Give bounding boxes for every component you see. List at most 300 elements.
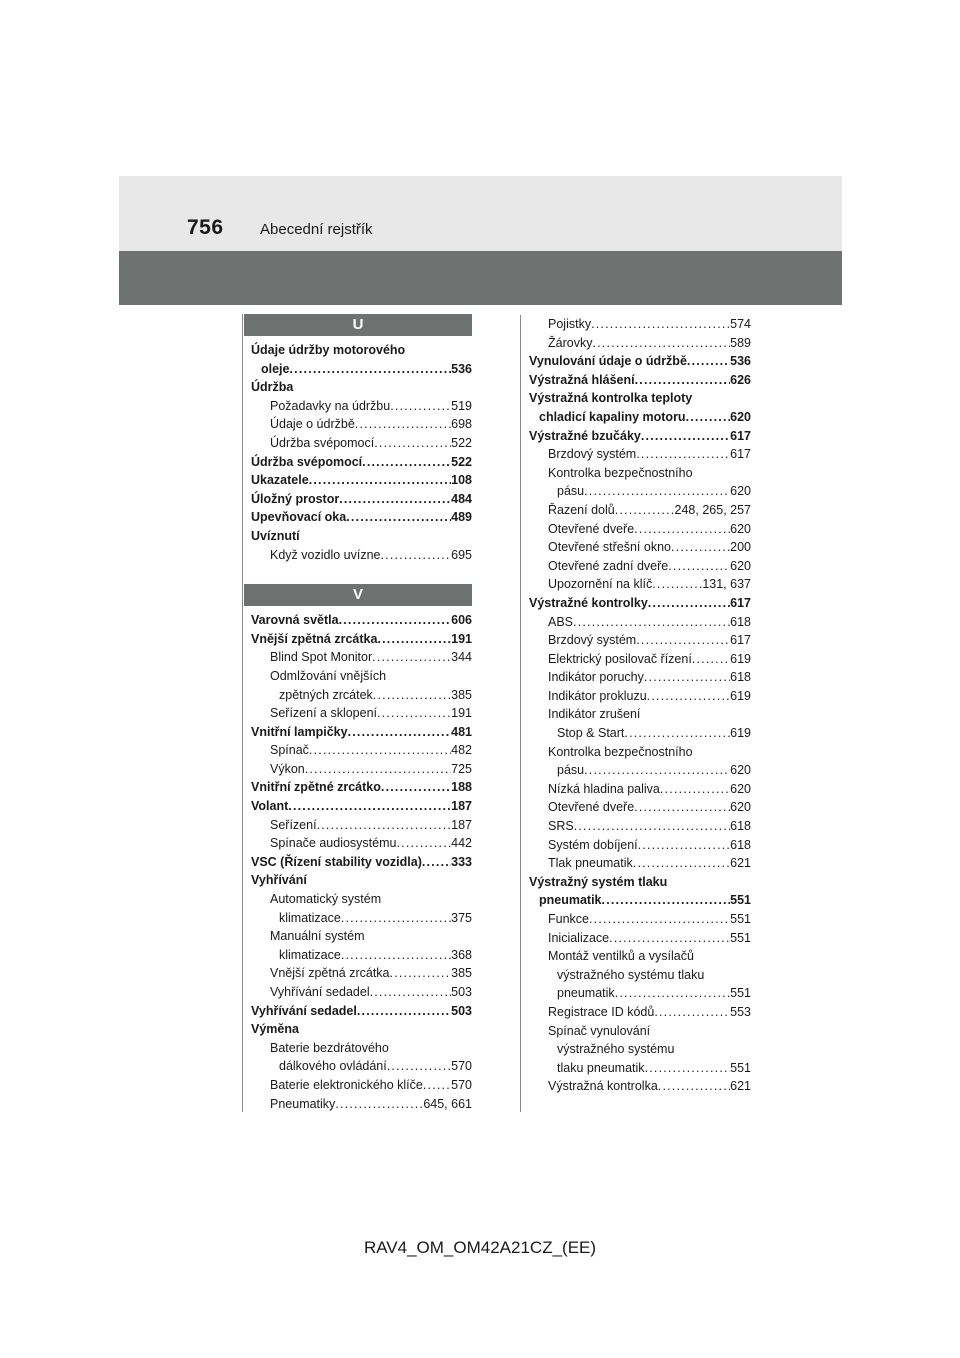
page-number: 756 bbox=[187, 216, 224, 239]
index-column-left bbox=[242, 314, 472, 1112]
index-term: Varovná světla bbox=[251, 613, 339, 628]
index-entry bbox=[529, 501, 751, 520]
index-term: SRS bbox=[548, 819, 574, 834]
index-term: Výkon bbox=[270, 761, 305, 776]
index-entry bbox=[529, 631, 751, 650]
index-entry bbox=[251, 1039, 472, 1058]
index-term: Indikátor poruchy bbox=[548, 670, 644, 685]
index-entry bbox=[251, 415, 472, 434]
page-reference: 385 bbox=[451, 966, 472, 981]
index-term: Kontrolka bezpečnostního bbox=[548, 744, 693, 759]
index-entry bbox=[251, 890, 472, 909]
page-reference: 191 bbox=[451, 706, 472, 721]
leader-dots bbox=[652, 575, 702, 594]
section-header-u: U bbox=[244, 314, 472, 336]
index-term: zpětných zrcátek bbox=[279, 687, 373, 702]
index-entry bbox=[251, 490, 472, 509]
index-entry bbox=[251, 797, 472, 816]
index-entry bbox=[529, 334, 751, 353]
index-entry bbox=[251, 927, 472, 946]
index-entry bbox=[529, 613, 751, 632]
page-reference: 617 bbox=[730, 595, 751, 610]
index-column-right bbox=[520, 315, 751, 1112]
index-term: dálkového ovládání bbox=[279, 1059, 387, 1074]
index-term: Otevřené zadní dveře bbox=[548, 558, 669, 573]
leader-dots bbox=[615, 984, 730, 1003]
header-band bbox=[119, 176, 842, 251]
leader-dots bbox=[658, 1077, 730, 1096]
index-term: Registrace ID kódů bbox=[548, 1004, 655, 1019]
leader-dots bbox=[641, 427, 730, 446]
page-reference: 618 bbox=[730, 614, 751, 629]
page-reference: 617 bbox=[730, 428, 751, 443]
index-entry bbox=[251, 909, 472, 928]
index-term: Montáž ventilků a vysílačů bbox=[548, 949, 694, 964]
index-entry bbox=[529, 575, 751, 594]
page-reference: 606 bbox=[451, 613, 472, 628]
index-entry bbox=[529, 1059, 751, 1078]
index-entry bbox=[251, 648, 472, 667]
index-entry bbox=[529, 705, 751, 724]
index-term: Otevřené dveře bbox=[548, 800, 635, 815]
page-reference: 536 bbox=[730, 354, 751, 369]
page-reference: 442 bbox=[451, 836, 472, 851]
index-entry bbox=[529, 1003, 751, 1022]
index-entry bbox=[251, 1095, 472, 1114]
index-entry bbox=[529, 408, 751, 427]
leader-dots bbox=[633, 854, 730, 873]
leader-dots bbox=[660, 780, 730, 799]
index-term: Výstražná hlášení bbox=[529, 372, 635, 387]
index-entry bbox=[251, 853, 472, 872]
page-reference: 187 bbox=[451, 817, 472, 832]
index-entry bbox=[529, 445, 751, 464]
index-term: Kontrolka bezpečnostního bbox=[548, 465, 693, 480]
index-term: Volant bbox=[251, 799, 289, 814]
index-entry bbox=[529, 798, 751, 817]
index-term: Upevňovací oka bbox=[251, 510, 347, 525]
leader-dots bbox=[341, 946, 451, 965]
index-term: výstražného systému tlaku bbox=[557, 967, 705, 982]
leader-dots bbox=[634, 520, 730, 539]
leader-dots bbox=[380, 546, 451, 565]
page-reference: 589 bbox=[730, 335, 751, 350]
index-term: Blind Spot Monitor bbox=[270, 650, 373, 665]
index-term: ABS bbox=[548, 614, 574, 629]
leader-dots bbox=[305, 760, 451, 779]
index-term: Odmlžování vnějších bbox=[270, 668, 387, 683]
index-entry bbox=[251, 434, 472, 453]
index-entry bbox=[251, 760, 472, 779]
leader-dots bbox=[624, 724, 730, 743]
index-entry bbox=[529, 650, 751, 669]
index-entry bbox=[251, 360, 472, 379]
index-entry bbox=[251, 871, 472, 890]
document-code: RAV4_OM_OM42A21CZ_(EE) bbox=[363, 1238, 597, 1257]
index-term: Baterie bezdrátového bbox=[270, 1040, 389, 1055]
leader-dots bbox=[584, 761, 730, 780]
index-term: Tlak pneumatik bbox=[548, 856, 633, 871]
page-reference: 620 bbox=[730, 521, 751, 536]
index-term: Brzdový systém bbox=[548, 447, 637, 462]
chapter-title: Abecední rejstřík bbox=[260, 221, 373, 238]
index-term: chladicí kapaliny motoru bbox=[539, 409, 686, 424]
leader-dots bbox=[357, 1002, 451, 1021]
index-entry bbox=[529, 1077, 751, 1096]
page-reference: 617 bbox=[730, 447, 751, 462]
leader-dots bbox=[377, 704, 451, 723]
index-term: Spínače audiosystému bbox=[270, 836, 397, 851]
index-entry bbox=[251, 341, 472, 360]
page-reference: 619 bbox=[730, 726, 751, 741]
index-entry bbox=[251, 723, 472, 742]
leader-dots bbox=[648, 594, 730, 613]
index-term: Údržba svépomocí bbox=[251, 454, 363, 469]
leader-dots bbox=[589, 910, 730, 929]
leader-dots bbox=[390, 397, 451, 416]
leader-dots bbox=[692, 650, 730, 669]
index-entry bbox=[529, 854, 751, 873]
leader-dots bbox=[647, 687, 730, 706]
page-reference: 551 bbox=[730, 893, 751, 908]
index-term: Výstražné kontrolky bbox=[529, 595, 648, 610]
index-entry bbox=[529, 687, 751, 706]
index-term: Vyhřívání bbox=[251, 873, 307, 888]
index-term: Údržba svépomocí bbox=[270, 435, 375, 450]
index-term: Baterie elektronického klíče bbox=[270, 1077, 423, 1092]
index-entry bbox=[529, 891, 751, 910]
index-entry bbox=[251, 453, 472, 472]
index-entry bbox=[529, 594, 751, 613]
index-term: Elektrický posilovač řízení bbox=[548, 651, 692, 666]
page-reference: 695 bbox=[451, 547, 472, 562]
index-term: Ukazatele bbox=[251, 473, 309, 488]
index-term: Automatický systém bbox=[270, 892, 382, 907]
index-term: výstražného systému bbox=[557, 1042, 675, 1057]
index-entry bbox=[251, 816, 472, 835]
index-term: Indikátor zrušení bbox=[548, 707, 641, 722]
page-reference: 620 bbox=[730, 558, 751, 573]
index-term: Vnitřní lampičky bbox=[251, 724, 348, 739]
leader-dots bbox=[309, 741, 451, 760]
leader-dots bbox=[635, 371, 731, 390]
index-term: Výstražné bzučáky bbox=[529, 428, 641, 443]
page-reference: 618 bbox=[730, 819, 751, 834]
page-reference: 108 bbox=[451, 473, 472, 488]
page-reference: 553 bbox=[730, 1004, 751, 1019]
index-entry bbox=[251, 1076, 472, 1095]
leader-dots bbox=[686, 408, 731, 427]
index-term: pásu bbox=[557, 484, 585, 499]
leader-dots bbox=[671, 538, 730, 557]
section-header-v: V bbox=[244, 584, 472, 606]
leader-dots bbox=[377, 630, 451, 649]
page-reference: 385 bbox=[451, 687, 472, 702]
page-reference: 191 bbox=[451, 631, 472, 646]
index-entry bbox=[529, 315, 751, 334]
leader-dots bbox=[591, 315, 730, 334]
index-entry bbox=[529, 743, 751, 762]
index-entry bbox=[251, 630, 472, 649]
index-entry bbox=[529, 1040, 751, 1059]
page-reference: 619 bbox=[730, 651, 751, 666]
leader-dots bbox=[372, 648, 451, 667]
leader-dots bbox=[339, 490, 451, 509]
leader-dots bbox=[387, 1057, 451, 1076]
page-reference: 131, 637 bbox=[702, 577, 751, 592]
index-entry bbox=[529, 427, 751, 446]
page-reference: 503 bbox=[451, 985, 472, 999]
page-reference: 519 bbox=[451, 398, 472, 413]
index-entry bbox=[251, 1057, 472, 1076]
leader-dots bbox=[341, 909, 451, 928]
index-term: Systém dobíjení bbox=[548, 837, 638, 852]
index-entry bbox=[251, 704, 472, 723]
index-list-v-continued bbox=[521, 315, 751, 1096]
index-term: pásu bbox=[557, 763, 585, 778]
page-reference: 551 bbox=[730, 930, 751, 945]
page-reference: 375 bbox=[451, 910, 472, 925]
page-reference: 368 bbox=[451, 947, 472, 962]
page-reference: 619 bbox=[730, 688, 751, 703]
index-list-u bbox=[243, 336, 472, 564]
index-entry bbox=[251, 546, 472, 565]
page-reference: 626 bbox=[730, 372, 751, 387]
index-entry bbox=[251, 778, 472, 797]
leader-dots bbox=[317, 816, 452, 835]
index-term: Indikátor prokluzu bbox=[548, 688, 647, 703]
leader-dots bbox=[362, 453, 451, 472]
leader-dots bbox=[592, 334, 730, 353]
index-term: klimatizace bbox=[279, 910, 341, 925]
index-entry bbox=[251, 946, 472, 965]
leader-dots bbox=[422, 853, 451, 872]
index-term: Vyhřívání sedadel bbox=[270, 985, 370, 999]
page-reference: 725 bbox=[451, 761, 472, 776]
page-reference: 620 bbox=[730, 763, 751, 778]
page-reference: 481 bbox=[451, 724, 472, 739]
index-entry bbox=[251, 1002, 472, 1021]
index-term: Manuální systém bbox=[270, 929, 365, 944]
index-entry bbox=[529, 984, 751, 1003]
index-term: Stop & Start bbox=[557, 726, 625, 741]
leader-dots bbox=[687, 352, 730, 371]
index-term: Údržba bbox=[251, 380, 294, 395]
index-entry bbox=[529, 817, 751, 836]
index-term: Seřízení bbox=[270, 817, 317, 832]
leader-dots bbox=[339, 611, 452, 630]
page-reference: 618 bbox=[730, 837, 751, 852]
leader-dots bbox=[396, 834, 451, 853]
index-term: Požadavky na údržbu bbox=[270, 398, 391, 413]
page-reference: 536 bbox=[451, 361, 472, 376]
page-reference: 698 bbox=[451, 417, 472, 432]
index-term: Brzdový systém bbox=[548, 633, 637, 648]
index-term: Spínač vynulování bbox=[548, 1023, 651, 1038]
index-term: oleje bbox=[261, 361, 290, 376]
page-reference: 484 bbox=[451, 491, 472, 506]
index-term: Údaje údržby motorového bbox=[251, 343, 406, 357]
leader-dots bbox=[290, 360, 452, 379]
index-entry bbox=[251, 964, 472, 983]
index-term: Úložný prostor bbox=[251, 491, 340, 506]
index-entry bbox=[251, 1020, 472, 1039]
index-term: Uvíznutí bbox=[251, 528, 300, 543]
page-reference: 570 bbox=[451, 1059, 472, 1074]
index-entry bbox=[529, 761, 751, 780]
index-entry bbox=[251, 527, 472, 546]
page-reference: 620 bbox=[730, 484, 751, 499]
page-reference: 482 bbox=[451, 743, 472, 758]
page-reference: 620 bbox=[730, 800, 751, 815]
page-reference: 621 bbox=[730, 856, 751, 871]
page-reference: 188 bbox=[451, 780, 472, 795]
leader-dots bbox=[668, 557, 730, 576]
index-term: Vyhřívání sedadel bbox=[251, 1003, 357, 1018]
leader-dots bbox=[355, 415, 451, 434]
leader-dots bbox=[602, 891, 731, 910]
index-entry bbox=[529, 724, 751, 743]
index-term: Řazení dolů bbox=[548, 502, 615, 517]
page-reference: 503 bbox=[451, 1003, 472, 1018]
page-reference: 200 bbox=[730, 540, 751, 555]
index-entry bbox=[251, 378, 472, 397]
leader-dots bbox=[309, 471, 451, 490]
index-entry bbox=[529, 464, 751, 483]
index-term: pneumatik bbox=[557, 986, 615, 1001]
page-reference: 620 bbox=[730, 781, 751, 796]
index-term: pneumatik bbox=[539, 893, 602, 908]
index-term: Funkce bbox=[548, 912, 589, 926]
index-entry bbox=[251, 508, 472, 527]
index-entry bbox=[251, 983, 472, 1002]
leader-dots bbox=[654, 1003, 730, 1022]
leader-dots bbox=[636, 445, 730, 464]
leader-dots bbox=[423, 1076, 451, 1095]
index-term: Údaje o údržbě bbox=[270, 417, 355, 432]
page-reference: 574 bbox=[730, 317, 751, 331]
index-term: Otevřené střešní okno bbox=[548, 540, 671, 555]
index-term: Otevřené dveře bbox=[548, 521, 635, 536]
index-entry bbox=[251, 611, 472, 630]
page-reference: 620 bbox=[730, 409, 751, 424]
leader-dots bbox=[584, 482, 730, 501]
leader-dots bbox=[373, 686, 451, 705]
page-reference: 333 bbox=[451, 854, 472, 869]
index-entry bbox=[529, 929, 751, 948]
page-reference: 645, 661 bbox=[423, 1096, 472, 1111]
header-bar bbox=[119, 251, 842, 305]
index-term: Když vozidlo uvízne bbox=[270, 547, 381, 562]
page-reference: 187 bbox=[451, 799, 472, 814]
index-term: Seřízení a sklopení bbox=[270, 706, 378, 721]
index-entry bbox=[529, 520, 751, 539]
leader-dots bbox=[574, 817, 730, 836]
leader-dots bbox=[374, 434, 451, 453]
page-reference: 570 bbox=[451, 1077, 472, 1092]
leader-dots bbox=[346, 508, 451, 527]
index-entry bbox=[251, 686, 472, 705]
page-reference: 522 bbox=[451, 435, 472, 450]
index-entry bbox=[529, 910, 751, 929]
index-entry bbox=[251, 471, 472, 490]
leader-dots bbox=[634, 798, 730, 817]
index-term: Nízká hladina paliva bbox=[548, 781, 660, 796]
index-term: Vnější zpětná zrcátka bbox=[270, 966, 390, 981]
index-entry bbox=[529, 966, 751, 985]
page-reference: 248, 265, 257 bbox=[674, 502, 751, 517]
index-term: Inicializace bbox=[548, 930, 610, 945]
leader-dots bbox=[636, 631, 730, 650]
index-term: Spínač bbox=[270, 743, 309, 758]
index-term: klimatizace bbox=[279, 947, 341, 962]
page-reference: 617 bbox=[730, 633, 751, 648]
index-entry bbox=[529, 482, 751, 501]
index-term: Pneumatiky bbox=[270, 1096, 336, 1111]
leader-dots bbox=[390, 964, 452, 983]
leader-dots bbox=[615, 501, 675, 520]
index-entry bbox=[529, 668, 751, 687]
index-entry bbox=[251, 397, 472, 416]
index-entry bbox=[251, 834, 472, 853]
leader-dots bbox=[573, 613, 730, 632]
index-list-v bbox=[243, 606, 472, 1113]
index-entry bbox=[529, 352, 751, 371]
index-entry bbox=[529, 1022, 751, 1041]
index-entry bbox=[529, 780, 751, 799]
page-reference: 522 bbox=[451, 454, 472, 469]
index-term: Výstražný systém tlaku bbox=[529, 874, 668, 889]
page-reference: 551 bbox=[730, 912, 751, 926]
index-term: Vynulování údaje o údržbě bbox=[529, 354, 687, 369]
index-entry bbox=[251, 667, 472, 686]
leader-dots bbox=[645, 1059, 731, 1078]
index-entry bbox=[529, 947, 751, 966]
leader-dots bbox=[609, 929, 730, 948]
leader-dots bbox=[335, 1095, 423, 1114]
index-entry bbox=[529, 873, 751, 892]
index-entry bbox=[529, 538, 751, 557]
index-term: tlaku pneumatik bbox=[557, 1060, 645, 1075]
index-entry bbox=[529, 557, 751, 576]
index-term: Výměna bbox=[251, 1022, 299, 1037]
index-entry bbox=[529, 389, 751, 408]
page-reference: 618 bbox=[730, 670, 751, 685]
index-entry bbox=[529, 836, 751, 855]
leader-dots bbox=[638, 836, 731, 855]
page-reference: 489 bbox=[451, 510, 472, 525]
index-term: Pojistky bbox=[548, 317, 592, 331]
index-entry bbox=[251, 741, 472, 760]
leader-dots bbox=[644, 668, 730, 687]
leader-dots bbox=[288, 797, 451, 816]
index-term: Výstražná kontrolka bbox=[548, 1079, 658, 1094]
index-term: Žárovky bbox=[548, 335, 593, 350]
index-term: Vnitřní zpětné zrcátko bbox=[251, 780, 381, 795]
leader-dots bbox=[381, 778, 451, 797]
page-reference: 621 bbox=[730, 1079, 751, 1094]
index-term: Upozornění na klíč bbox=[548, 577, 653, 592]
index-term: Výstražná kontrolka teploty bbox=[529, 391, 693, 406]
page-reference: 551 bbox=[730, 1060, 751, 1075]
page-reference: 551 bbox=[730, 986, 751, 1001]
leader-dots bbox=[370, 983, 452, 1002]
index-term: VSC (Řízení stability vozidla) bbox=[251, 854, 422, 869]
page-reference: 344 bbox=[451, 650, 472, 665]
index-entry bbox=[529, 371, 751, 390]
index-term: Vnější zpětná zrcátka bbox=[251, 631, 378, 646]
section-gap bbox=[243, 564, 472, 584]
